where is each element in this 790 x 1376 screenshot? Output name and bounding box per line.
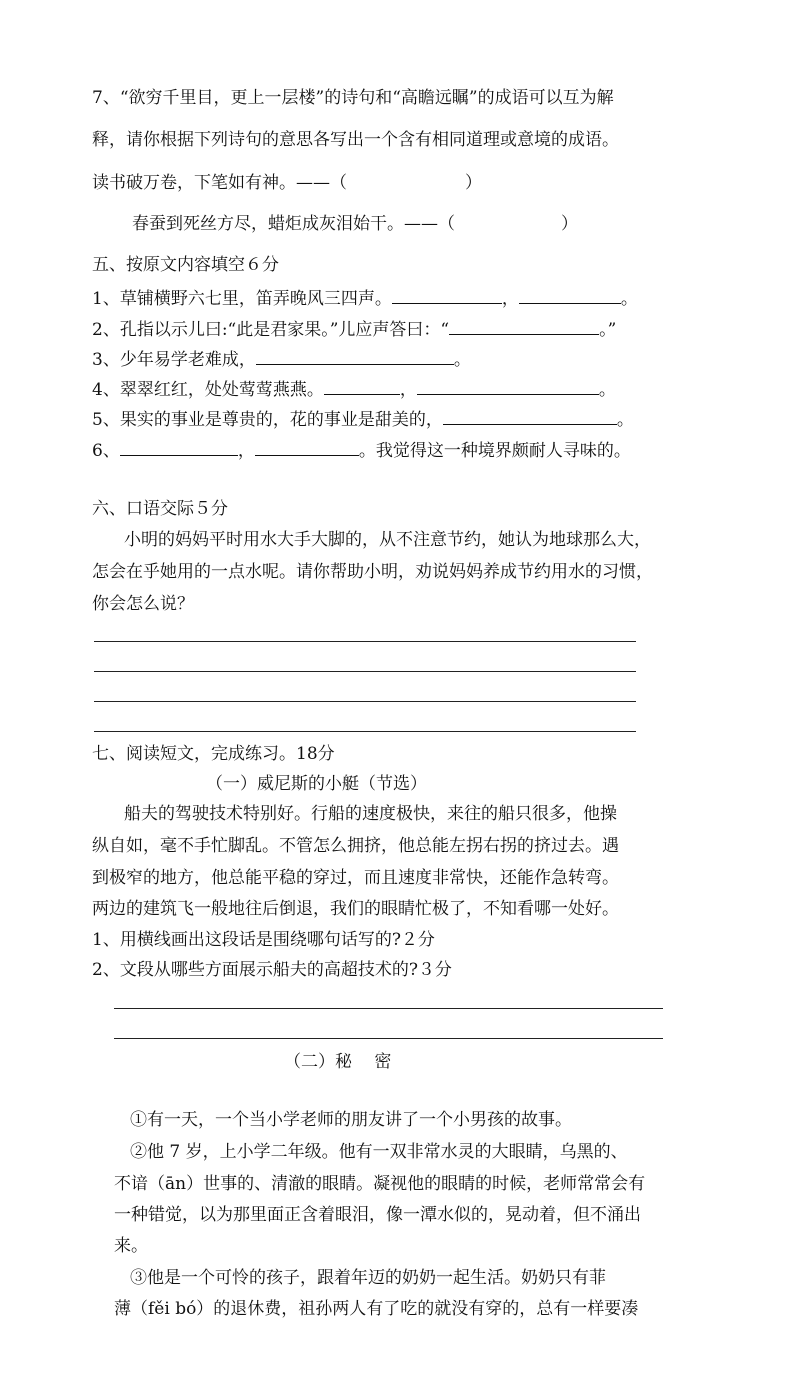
s7-question-2: 2、文段从哪些方面展示船夫的高超技术的?３分 xyxy=(92,960,452,980)
s5-item4-blank2[interactable] xyxy=(417,380,599,395)
passage-line: ①有一天，一个当小学老师的朋友讲了一个小男孩的故事。 xyxy=(130,1110,572,1130)
q7-item2-close: ） xyxy=(561,214,578,234)
s6-para-line2: 怎会在乎她用的一点水呢。请你帮助小明，劝说妈妈养成节约用水的习惯， xyxy=(92,562,653,582)
q7-item1-text: 读书破万卷，下笔如有神。——（ xyxy=(92,173,347,193)
s6-answer-line[interactable] xyxy=(94,731,636,732)
s6-answer-line[interactable] xyxy=(94,671,636,672)
s5-item3-text: 3、少年易学老难成， xyxy=(92,350,256,370)
s5-item1 xyxy=(92,289,638,308)
s5-item1-blank2[interactable] xyxy=(519,289,621,304)
s5-item4-text: 4、翠翠红红，处处莺莺燕燕。 xyxy=(92,380,324,400)
s5-item4-period: 。 xyxy=(598,380,616,400)
section7-title: 七、阅读短文，完成练习。18分 xyxy=(92,744,335,764)
s5-item5 xyxy=(92,410,634,429)
s5-item3-blank[interactable] xyxy=(256,350,454,365)
passage-line: 薄（fěi bó）的退休费，祖孙两人有了吃的就没有穿的，总有一样要凑 xyxy=(114,1299,639,1319)
q7-line1: 7、“欲穷千里目，更上一层楼”的诗句和“高瞻远瞩”的成语可以互为解 xyxy=(92,88,614,108)
s5-item2 xyxy=(92,320,616,339)
s7-subtitle-1: （一）威尼斯的小艇（节选） xyxy=(206,774,427,794)
passage-line: 来。 xyxy=(114,1236,148,1256)
s5-item1-blank1[interactable] xyxy=(392,289,502,304)
s5-item6-comma: ， xyxy=(237,441,255,461)
s5-item4-comma: ， xyxy=(399,380,417,400)
s6-answer-line[interactable] xyxy=(94,701,636,702)
s5-item1-text: 1、草铺横野六七里，笛弄晚风三四声。 xyxy=(92,289,392,309)
s6-answer-line[interactable] xyxy=(94,641,636,642)
section6-title: 六、口语交际５分 xyxy=(92,499,228,519)
s6-para-line3: 你会怎么说？ xyxy=(92,594,194,614)
passage-line: ②他 7 岁，上小学二年级。他有一双非常水灵的大眼睛，乌黑的、 xyxy=(130,1142,628,1162)
passage-line: 一种错觉，以为那里面正含着眼泪，像一潭水似的，晃动着，但不涌出 xyxy=(114,1205,641,1225)
q7-line2: 释，请你根据下列诗句的意思各写出一个含有相同道理或意境的成语。 xyxy=(92,130,619,150)
q7-item2-text: 春蚕到死丝方尽，蜡炬成灰泪始干。——（ xyxy=(132,214,455,234)
s5-item6-blank2[interactable] xyxy=(255,441,359,456)
s5-item3-period: 。 xyxy=(453,350,471,370)
s5-item5-blank[interactable] xyxy=(443,410,617,425)
s7-answer-line[interactable] xyxy=(114,1038,663,1039)
s5-item6-text: 6、 xyxy=(92,441,120,461)
s5-item6 xyxy=(92,441,631,460)
s5-item1-period: 。 xyxy=(620,289,638,309)
s6-para-line1: 小明的妈妈平时用水大手大脚的，从不注意节约，她认为地球那么大， xyxy=(124,530,651,550)
s7-question-1: 1、用横线画出这段话是围绕哪句话写的?２分 xyxy=(92,930,435,950)
s5-item5-period: 。 xyxy=(616,410,634,430)
s7-subtitle-2: （二）秘 密 xyxy=(284,1052,392,1072)
s5-item6-tail: 。我觉得这一种境界颇耐人寻味的。 xyxy=(358,441,631,461)
passage-line: 不谙（ān）世事的、清澈的眼睛。凝视他的眼睛的时候，老师常常会有 xyxy=(114,1174,646,1194)
s7-p1-line: 到极窄的地方，他总能平稳的穿过，而且速度非常快，还能作急转弯。 xyxy=(92,868,619,888)
s7-p1-line: 两边的建筑飞一般地往后倒退，我们的眼睛忙极了，不知看哪一处好。 xyxy=(92,899,619,919)
s7-p1-line: 纵自如，毫不手忙脚乱。不管怎么拥挤，他总能左拐右拐的挤过去。遇 xyxy=(92,836,619,856)
s5-item2-close: 。” xyxy=(599,320,617,340)
q7-item1-close: ） xyxy=(465,173,482,193)
s5-item2-blank[interactable] xyxy=(449,320,599,335)
passage-line: ③他是一个可怜的孩子，跟着年迈的奶奶一起生活。奶奶只有菲 xyxy=(130,1268,606,1288)
section5-title: 五、按原文内容填空６分 xyxy=(92,255,279,275)
q7-item2 xyxy=(132,216,578,233)
s5-item5-text: 5、果实的事业是尊贵的，花的事业是甜美的， xyxy=(92,410,443,430)
s5-item6-blank1[interactable] xyxy=(120,441,238,456)
s5-item4-blank1[interactable] xyxy=(324,380,400,395)
s7-p1-line: 船夫的驾驶技术特别好。行船的速度极快，来往的船只很多，他操 xyxy=(124,804,617,824)
s5-item4 xyxy=(92,380,616,399)
s7-answer-line[interactable] xyxy=(114,1008,663,1009)
s5-item1-comma: ， xyxy=(501,289,519,309)
q7-item1 xyxy=(92,175,482,192)
s5-item3 xyxy=(92,350,471,369)
s5-item2-text: 2、孔指以示儿曰:“此是君家果。”儿应声答曰：“ xyxy=(92,320,450,340)
